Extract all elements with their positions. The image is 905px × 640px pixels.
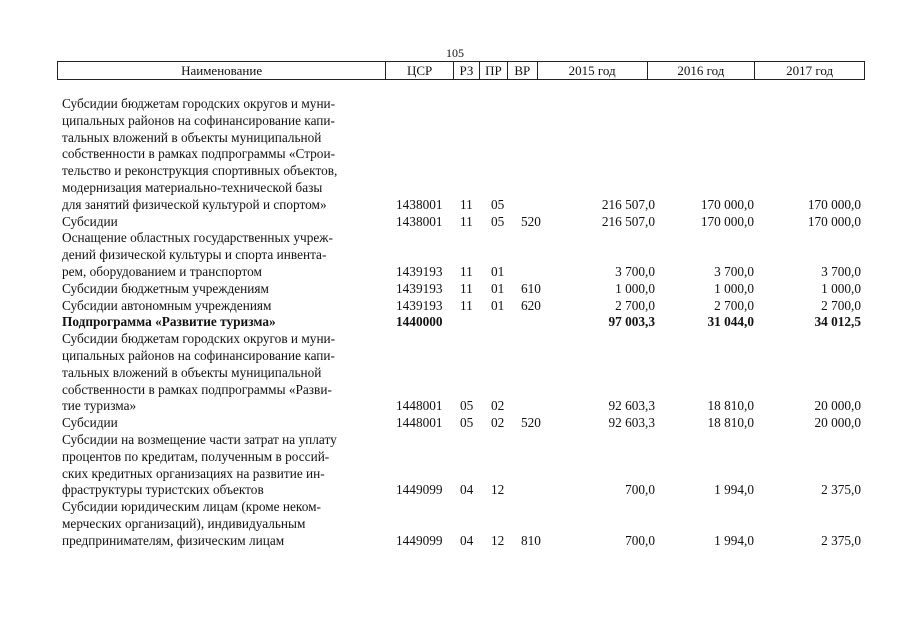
row-csr: 1438001 bbox=[396, 213, 443, 229]
row-2016: 3 700,0 bbox=[714, 263, 754, 279]
row-name-line: Оснащение областных государственных учреж- bbox=[62, 230, 333, 246]
row-vr: 520 bbox=[521, 415, 541, 431]
row-csr: 1449099 bbox=[396, 482, 443, 498]
row-name-line: Субсидии на возмещение части затрат на уплату bbox=[62, 432, 337, 447]
row-pr: 01 bbox=[491, 263, 505, 279]
row-2015: 216 507,0 bbox=[601, 196, 655, 212]
row-2017: 34 012,5 bbox=[814, 314, 861, 330]
row-pr: 05 bbox=[491, 213, 505, 229]
row-2016: 31 044,0 bbox=[707, 314, 754, 330]
table-row bbox=[62, 281, 867, 298]
row-name bbox=[62, 96, 382, 214]
row-vr: 620 bbox=[521, 297, 541, 313]
row-name bbox=[62, 331, 382, 415]
row-2017: 2 700,0 bbox=[821, 297, 861, 313]
row-name bbox=[62, 298, 382, 315]
row-rz: 11 bbox=[460, 263, 473, 279]
row-name-line: Субсидии бюджетам городских округов и муни- bbox=[62, 331, 336, 347]
row-csr: 1439193 bbox=[396, 297, 443, 313]
row-rz: 04 bbox=[460, 532, 474, 548]
row-pr: 02 bbox=[491, 398, 505, 414]
table-row bbox=[62, 415, 867, 432]
row-name-line: Подпрограмма «Развитие туризма» bbox=[62, 314, 276, 330]
row-name-line: ципальных районов на софинансирование капи- bbox=[62, 347, 335, 363]
table-row bbox=[62, 214, 867, 231]
header-rz: РЗ bbox=[454, 62, 480, 79]
row-2017: 2 375,0 bbox=[821, 532, 861, 548]
row-name-line: мерческих организаций), индивидуальным bbox=[62, 515, 306, 531]
row-2015: 3 700,0 bbox=[615, 263, 655, 279]
row-name-line: Субсидии юридическим лицам (кроме неком- bbox=[62, 499, 321, 515]
row-name bbox=[62, 281, 382, 298]
row-csr: 1448001 bbox=[396, 398, 443, 414]
row-2016: 18 810,0 bbox=[707, 398, 754, 414]
row-rz: 11 bbox=[460, 297, 473, 313]
row-2017: 170 000,0 bbox=[807, 196, 861, 212]
row-name-line: тальных вложений в объекты муниципальной bbox=[62, 364, 322, 380]
row-name-line: дений физической культуры и спорта инвента- bbox=[62, 247, 327, 263]
row-pr: 02 bbox=[491, 415, 505, 431]
row-vr: 610 bbox=[521, 280, 541, 296]
row-pr: 05 bbox=[491, 196, 505, 212]
row-csr: 1439193 bbox=[396, 280, 443, 296]
row-name bbox=[62, 230, 382, 280]
row-name-line: Субсидии автономным учреждениям bbox=[62, 297, 272, 313]
table-row bbox=[62, 230, 867, 280]
row-name-line: Субсидии бюджетным учреждениям bbox=[62, 280, 269, 296]
row-name-line: фраструктуры туристских объектов bbox=[62, 482, 264, 498]
row-name-line: рем, оборудованием и транспортом bbox=[62, 263, 262, 279]
row-name-line: для занятий физической культурой и спортом» bbox=[62, 196, 327, 212]
row-name-line: тальных вложений в объекты муниципальной bbox=[62, 129, 322, 145]
row-vr: 810 bbox=[521, 532, 541, 548]
row-vr: 520 bbox=[521, 213, 541, 229]
row-name bbox=[62, 499, 382, 549]
row-pr: 01 bbox=[491, 297, 505, 313]
table-header bbox=[57, 61, 865, 80]
row-rz: 05 bbox=[460, 398, 474, 414]
row-rz: 05 bbox=[460, 415, 474, 431]
row-rz: 11 bbox=[460, 196, 473, 212]
row-pr: 12 bbox=[491, 532, 505, 548]
row-2016: 1 000,0 bbox=[714, 280, 754, 296]
row-rz: 11 bbox=[460, 213, 473, 229]
table-row bbox=[62, 298, 867, 315]
row-name-line: собственности в рамках подпрограммы «Разви- bbox=[62, 381, 332, 397]
row-name-line: процентов по кредитам, полученным в россий- bbox=[62, 448, 330, 464]
header-vr: ВР bbox=[508, 62, 538, 79]
row-name-line: модернизация материально-технической базы bbox=[62, 179, 323, 195]
row-2017: 20 000,0 bbox=[814, 415, 861, 431]
row-2015: 2 700,0 bbox=[615, 297, 655, 313]
row-2015: 97 003,3 bbox=[608, 314, 655, 330]
row-csr: 1438001 bbox=[396, 196, 443, 212]
row-2017: 2 375,0 bbox=[821, 482, 861, 498]
row-name-line: тельство и реконструкция спортивных объектов, bbox=[62, 163, 338, 179]
row-name bbox=[62, 432, 382, 499]
header-2015: 2015 год bbox=[538, 62, 648, 79]
row-2016: 2 700,0 bbox=[714, 297, 754, 313]
row-name-line: Субсидии bbox=[62, 213, 118, 229]
header-name: Наименование bbox=[58, 62, 386, 79]
row-csr: 1440000 bbox=[396, 314, 443, 330]
row-name bbox=[62, 214, 382, 231]
row-2015: 1 000,0 bbox=[615, 280, 655, 296]
row-2017: 3 700,0 bbox=[821, 263, 861, 279]
row-name-line: предпринимателям, физическим лицам bbox=[62, 532, 285, 548]
row-2017: 20 000,0 bbox=[814, 398, 861, 414]
row-name-line: тие туризма» bbox=[62, 398, 137, 414]
row-name bbox=[62, 314, 382, 331]
table-row bbox=[62, 96, 867, 214]
table-row bbox=[62, 432, 867, 499]
row-name-line: собственности в рамках подпрограммы «Строи- bbox=[62, 146, 336, 162]
row-2016: 170 000,0 bbox=[700, 213, 754, 229]
header-csr: ЦСР bbox=[386, 62, 454, 79]
page-number: 105 bbox=[446, 46, 464, 60]
row-name-line: ципальных районов на софинансирование капи- bbox=[62, 112, 335, 128]
row-2016: 18 810,0 bbox=[707, 415, 754, 431]
table-row bbox=[62, 499, 867, 549]
row-rz: 04 bbox=[460, 482, 474, 498]
header-pr: ПР bbox=[480, 62, 508, 79]
row-rz: 11 bbox=[460, 280, 473, 296]
row-2015: 700,0 bbox=[625, 482, 655, 498]
header-2017: 2017 год bbox=[786, 62, 834, 78]
row-pr: 12 bbox=[491, 482, 505, 498]
row-2015: 92 603,3 bbox=[608, 415, 655, 431]
row-2017: 170 000,0 bbox=[807, 213, 861, 229]
row-2015: 216 507,0 bbox=[601, 213, 655, 229]
row-2016: 1 994,0 bbox=[714, 532, 754, 548]
row-csr: 1448001 bbox=[396, 415, 443, 431]
row-2017: 1 000,0 bbox=[821, 280, 861, 296]
header-2016: 2016 год bbox=[648, 62, 756, 79]
row-name-line: ских кредитных организациях на развитие ин- bbox=[62, 465, 325, 481]
row-name-line: Субсидии бюджетам городских округов и муни- bbox=[62, 96, 336, 111]
row-name-line: Субсидии bbox=[62, 415, 118, 431]
row-2016: 1 994,0 bbox=[714, 482, 754, 498]
row-2016: 170 000,0 bbox=[700, 196, 754, 212]
row-csr: 1439193 bbox=[396, 263, 443, 279]
table-row bbox=[62, 314, 867, 331]
row-name bbox=[62, 415, 382, 432]
table-row bbox=[62, 331, 867, 415]
row-2015: 92 603,3 bbox=[608, 398, 655, 414]
row-csr: 1449099 bbox=[396, 532, 443, 548]
row-pr: 01 bbox=[491, 280, 505, 296]
row-2015: 700,0 bbox=[625, 532, 655, 548]
